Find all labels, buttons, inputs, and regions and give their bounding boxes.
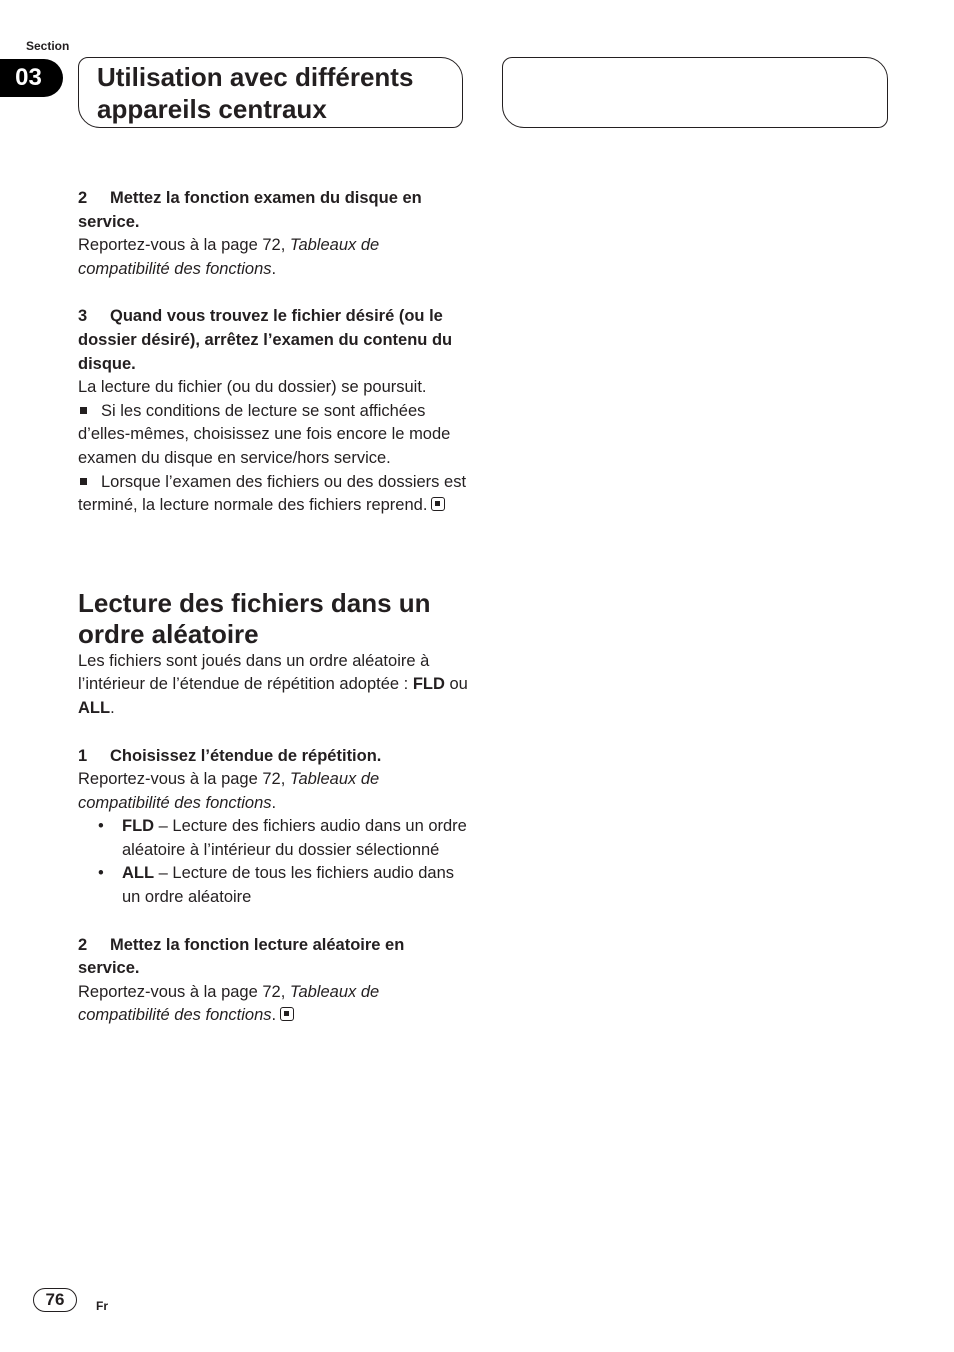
language-label: Fr <box>96 1299 108 1313</box>
step-3-heading <box>78 305 468 376</box>
bullet-dot: • <box>98 864 104 883</box>
left-column <box>78 187 468 1028</box>
step-title: Quand vous trouvez le fichier désiré (ou le dossier désiré), arrêtez l’examen du contenu du disque. <box>78 307 453 373</box>
step-2-scan-heading <box>78 187 468 234</box>
section-number-tab: 03 <box>0 59 63 97</box>
step-title: Mettez la fonction examen du disque en service. <box>78 189 422 231</box>
step-title: Mettez la fonction lecture aléatoire en service. <box>78 935 405 978</box>
step-2-random-heading <box>78 934 468 981</box>
square-bullet-icon <box>80 407 87 414</box>
end-mark-icon <box>280 1007 294 1021</box>
note-2: Lorsque l’examen des fichiers ou des dossiers est terminé, la lecture normale des fichiers reprend. <box>78 472 467 515</box>
step-title: Choisissez l’étendue de répétition. <box>110 746 382 765</box>
section-heading: Lecture des fichiers dans un ordre aléatoire <box>78 587 431 649</box>
step-number: 3 <box>78 307 88 326</box>
step-number: 2 <box>78 935 88 954</box>
step-3-body: La lecture du fichier (ou du dossier) se poursuit. <box>78 378 427 397</box>
chapter-title-box <box>78 57 463 128</box>
bullet-fld: • FLD – Lecture des fichiers audio dans un ordre aléatoire à l’intérieur du dossier sélectionné <box>98 817 467 859</box>
section-label: Section <box>26 39 70 53</box>
bullet-dot: • <box>98 817 104 836</box>
square-bullet-icon <box>80 478 87 485</box>
intro-paragraph: Les fichiers sont joués dans un ordre aléatoire à l’intérieur de l’étendue de répétition adoptée : FLD ou ALL. <box>78 651 468 717</box>
note-1: Si les conditions de lecture se sont affichées d’elles-mêmes, choisissez une fois encore le mode examen du disque en service/hors service. <box>78 401 451 467</box>
page-number: 76 <box>33 1288 77 1312</box>
chapter-title-line2: appareils centraux <box>97 94 327 124</box>
right-header-box <box>502 57 888 128</box>
step-1-reference: Reportez-vous à la page 72, Tableaux de compatibilité des fonctions. <box>78 770 380 812</box>
end-mark-icon <box>431 497 445 511</box>
bullet-all: • ALL – Lecture de tous les fichiers audio dans un ordre aléatoire <box>98 864 455 907</box>
chapter-title-line1: Utilisation avec différents <box>97 62 414 92</box>
step-2-reference: Reportez-vous à la page 72, Tableaux de compatibilité des fonctions. <box>78 236 380 278</box>
step-1-repeat-heading <box>78 745 468 769</box>
step-number: 1 <box>78 746 88 765</box>
step-2-random-reference: Reportez-vous à la page 72, Tableaux de compatibilité des fonctions. <box>78 982 380 1025</box>
step-number: 2 <box>78 189 88 207</box>
